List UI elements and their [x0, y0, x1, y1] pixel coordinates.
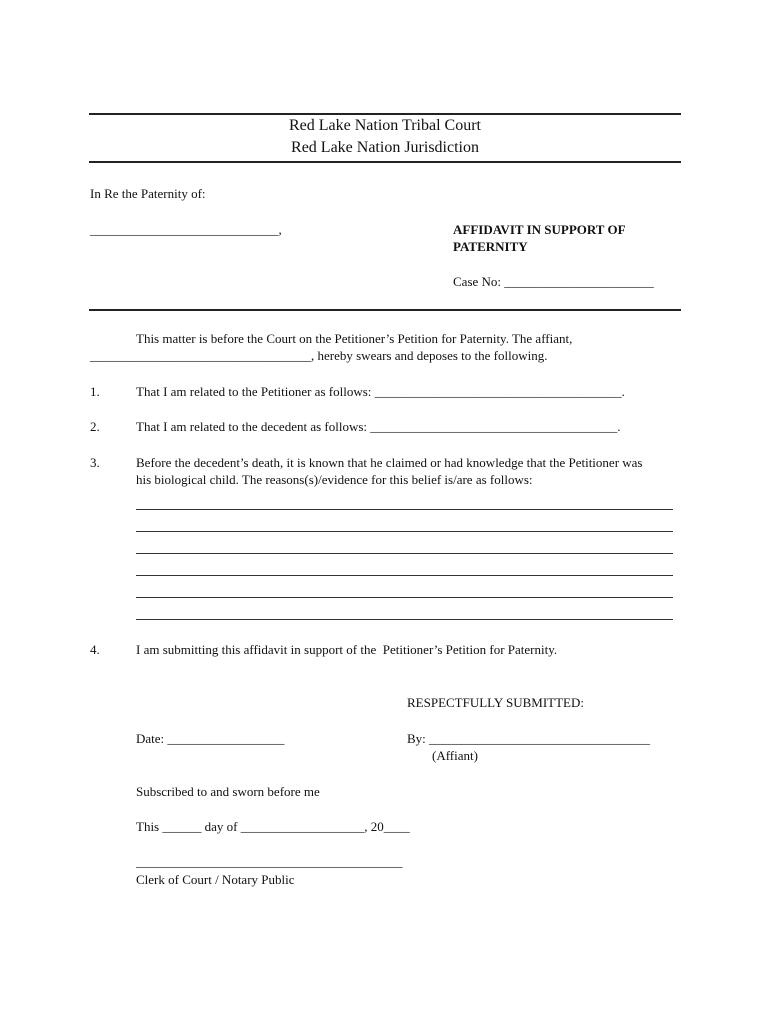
- item-2-number: 2.: [90, 419, 100, 434]
- item-4-number: 4.: [90, 642, 100, 657]
- evidence-line-6[interactable]: [136, 619, 673, 620]
- respectfully-submitted: RESPECTFULLY SUBMITTED:: [407, 695, 584, 710]
- item-3-number: 3.: [90, 455, 100, 470]
- item-3-line2: his biological child. The reasons(s)/evidence for this belief is/are as follows:: [136, 472, 533, 487]
- date-field: Date: __________________: [136, 731, 285, 746]
- item-1-number: 1.: [90, 384, 100, 399]
- this-day-field: This ______ day of ___________________, 20____: [136, 819, 410, 834]
- case-number: Case No: _______________________: [453, 274, 654, 289]
- intro-line2: __________________________________, hereby swears and deposes to the following.: [90, 348, 548, 363]
- item-3-line1: Before the decedent’s death, it is known that he claimed or had knowledge that the Petitioner was: [136, 455, 643, 470]
- by-signature-field: By: __________________________________: [407, 731, 651, 746]
- caption-bottom-rule: [89, 309, 681, 311]
- evidence-line-2[interactable]: [136, 531, 673, 532]
- clerk-label: Clerk of Court / Notary Public: [136, 872, 295, 887]
- in-re-label: In Re the Paternity of:: [90, 186, 206, 201]
- intro-line1: This matter is before the Court on the Petitioner’s Petition for Paternity. The affiant,: [136, 331, 573, 346]
- item-4-text: I am submitting this affidavit in support of the Petitioner’s Petition for Paternity.: [136, 642, 558, 657]
- evidence-line-4[interactable]: [136, 575, 673, 576]
- doc-title-line2: PATERNITY: [453, 239, 528, 254]
- clerk-signature-line: _________________________________________: [136, 854, 403, 869]
- doc-title-line1: AFFIDAVIT IN SUPPORT OF: [453, 222, 626, 237]
- jurisdiction: Red Lake Nation Jurisdiction: [291, 139, 479, 156]
- name-blank: _____________________________,: [90, 222, 282, 237]
- item-2-text: That I am related to the decedent as follows: ______________________________________.: [136, 419, 621, 434]
- evidence-line-3[interactable]: [136, 553, 673, 554]
- court-name: Red Lake Nation Tribal Court: [289, 117, 481, 134]
- subscribed-text: Subscribed to and sworn before me: [136, 784, 320, 799]
- evidence-line-1[interactable]: [136, 509, 673, 510]
- top-rule: [89, 113, 681, 115]
- item-1-text: That I am related to the Petitioner as follows: ______________________________________.: [136, 384, 625, 399]
- header-bottom-rule: [89, 161, 681, 163]
- evidence-line-5[interactable]: [136, 597, 673, 598]
- affiant-label: (Affiant): [432, 748, 478, 763]
